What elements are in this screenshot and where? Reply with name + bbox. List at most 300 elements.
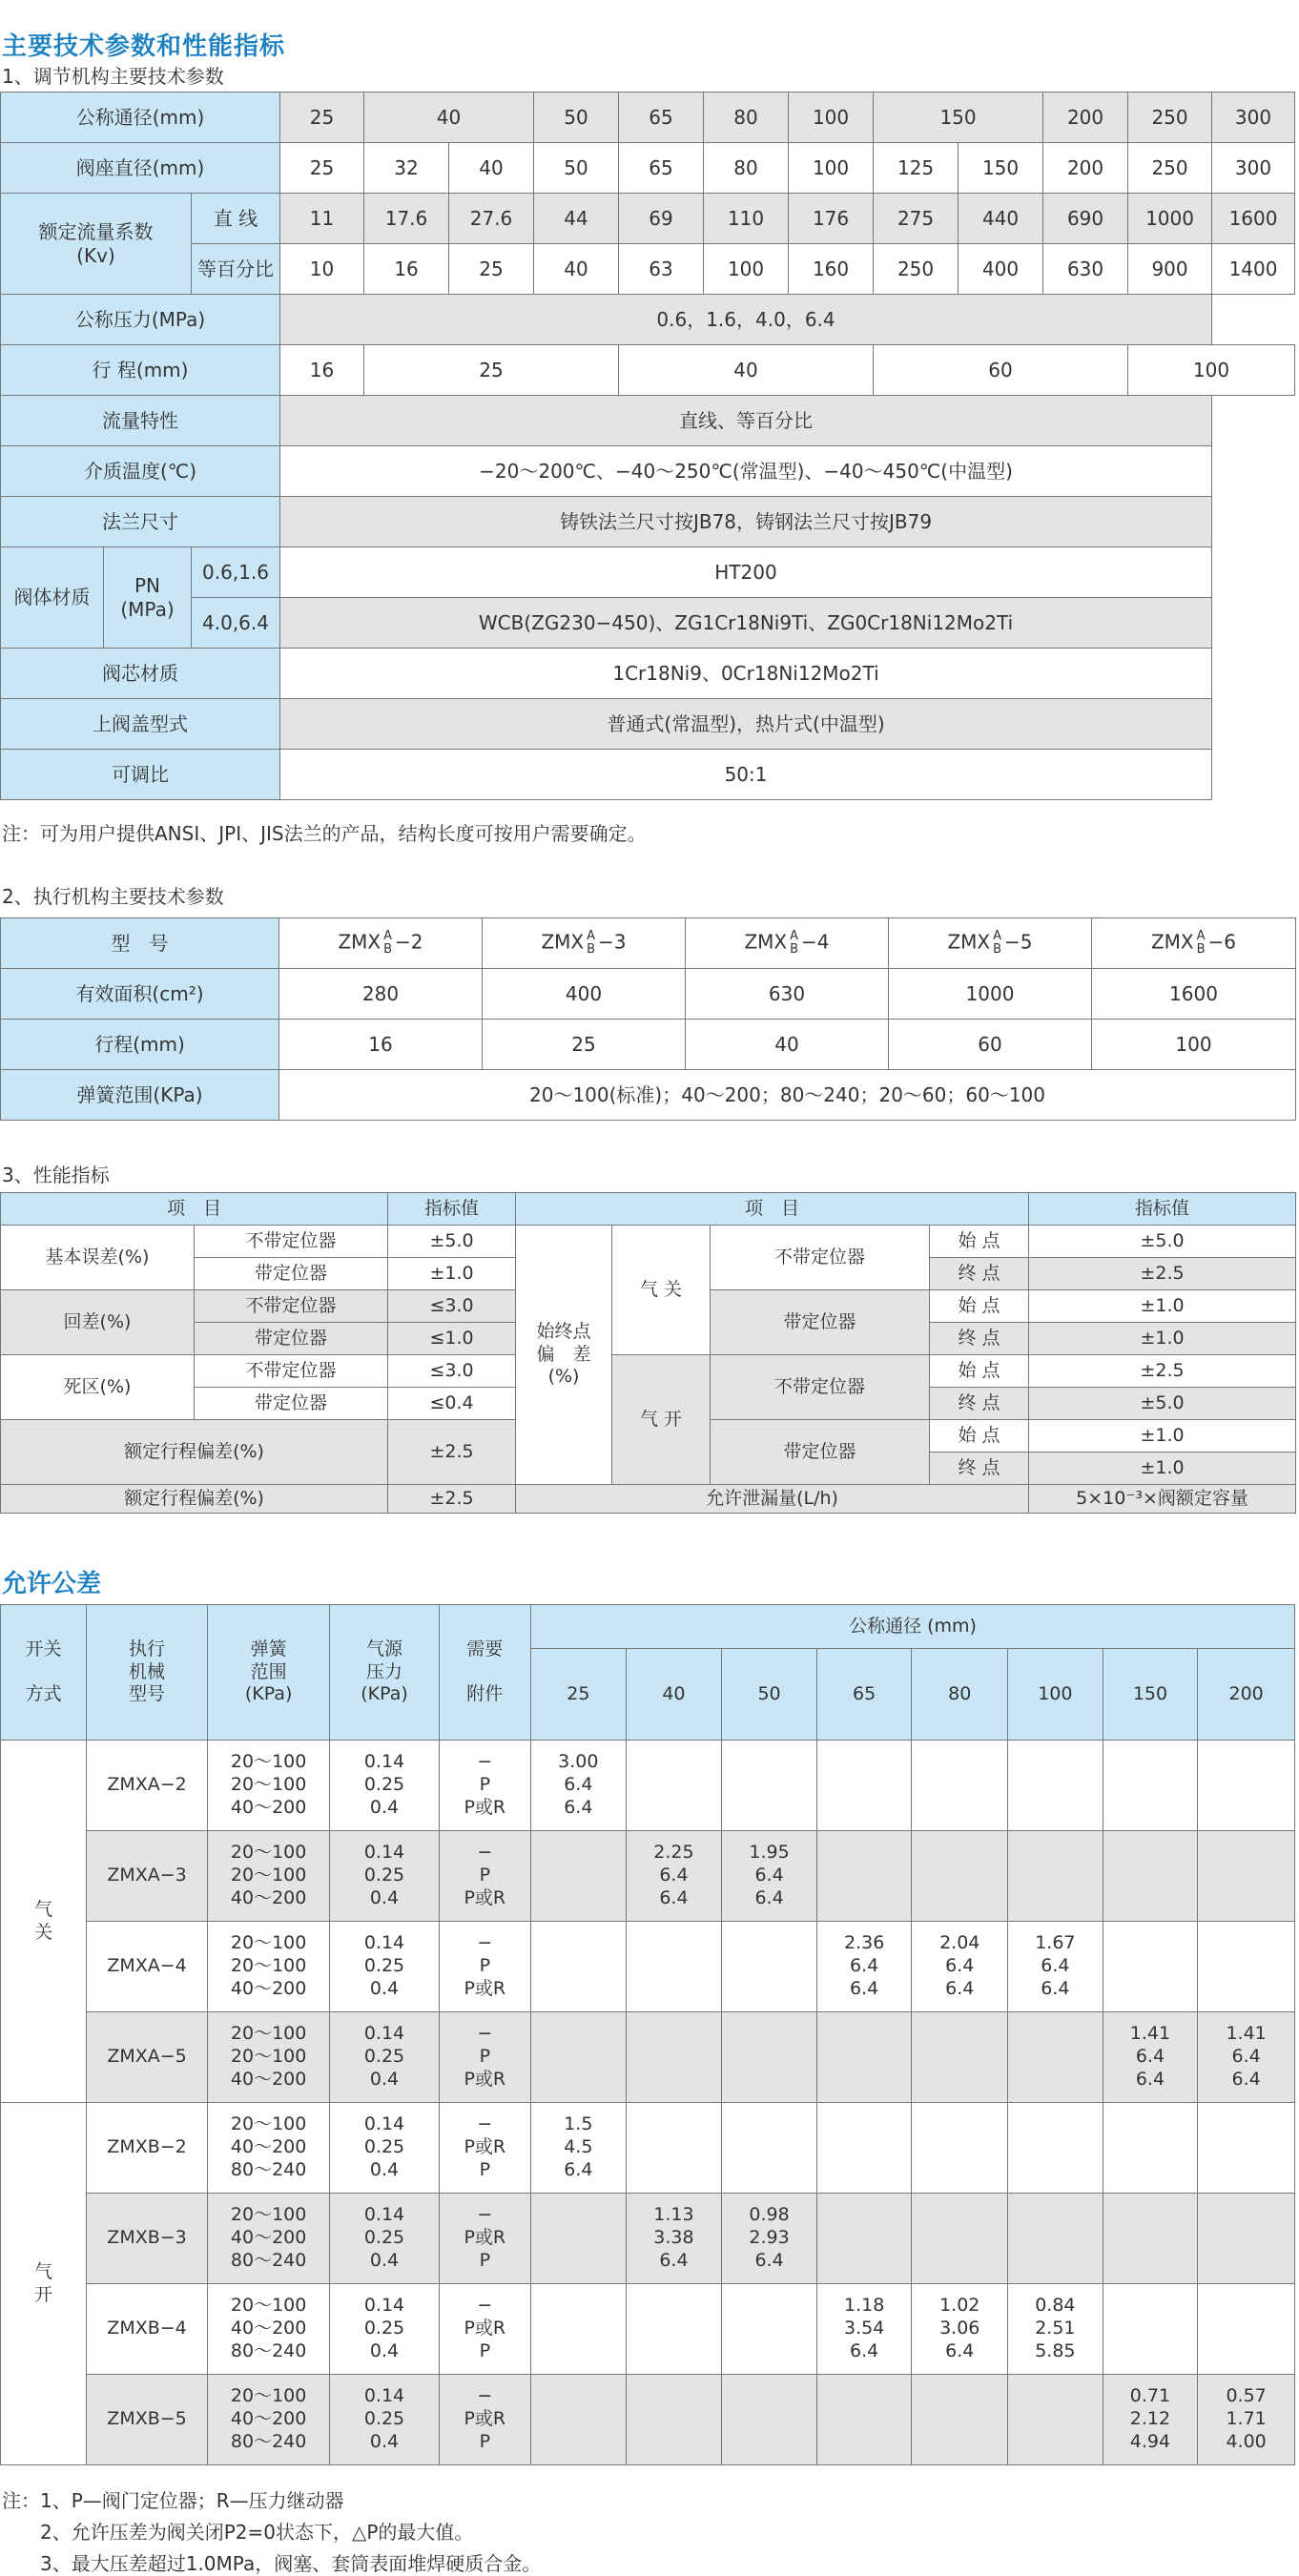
actuator-header: 执行 机械 型号 [87,1605,208,1741]
no-positioner-label: 不带定位器 [711,1226,930,1290]
area-cell: 1000 [889,969,1092,1020]
dn-cell: 200 [1043,93,1128,143]
spring-label: 弹簧范围(KPa) [1,1070,279,1121]
core-label: 阀芯材质 [1,649,280,699]
endpoint-value: ±5.0 [1029,1388,1296,1420]
pressure-diff-cell [531,2284,627,2375]
pressure-diff-cell [1198,2103,1295,2194]
model-sup-b: B [587,942,596,957]
pn-value: 0.6，1.6，4.0，6.4 [280,295,1212,345]
pressure-diff-cell [816,1741,912,1831]
stroke-label: 行 程(mm) [1,345,280,396]
endpoint-value: ±1.0 [1029,1290,1296,1323]
stroke-cell: 100 [1128,345,1295,396]
air-pressure-cell: 0.14 0.25 0.4 [330,2284,439,2375]
seat-label: 阀座直径(mm) [1,143,280,194]
model-suffix: −4 [801,930,830,954]
model-prefix: ZMX [947,930,991,954]
pressure-diff-cell [1198,1831,1295,1922]
spring-range-cell: 20～100 40～200 80～240 [207,2375,330,2465]
air-header: 气源 压力 (KPa) [330,1605,439,1741]
dn-cell: 80 [704,93,789,143]
endpoint-value: ±2.5 [1029,1355,1296,1388]
actuator-model-cell: ZMXB−3 [87,2194,208,2284]
model-suffix: −2 [395,930,423,954]
body-label: 阀体材质 [1,547,104,649]
body-pressure-1: 0.6,1.6 [192,547,280,598]
kv-linear-cell: 69 [619,194,704,244]
model-cell [889,918,1092,969]
body-pressure-2: 4.0,6.4 [192,598,280,649]
pressure-diff-cell [722,2284,817,2375]
kv-eqp-cell: 100 [704,244,789,295]
eqp-label: 等百分比 [192,244,280,295]
flange-label: 法兰尺寸 [1,497,280,547]
kv-eqp-cell: 400 [959,244,1043,295]
pressure-diff-cell [1103,1922,1198,2012]
stroke-cell: 60 [874,345,1128,396]
dn-col: 25 [531,1649,627,1741]
pressure-diff-cell [626,2375,722,2465]
end-label: 终 点 [930,1453,1029,1485]
accessory-cell: − P或R P [439,2284,530,2375]
endpoint-value: ±1.0 [1029,1453,1296,1485]
pressure-diff-cell [1103,1831,1198,1922]
basic-error-with-pos-value: ±1.0 [388,1258,516,1290]
dn-cell: 150 [874,93,1043,143]
pressure-diff-cell [1008,1831,1103,1922]
pressure-diff-cell [912,2103,1008,2194]
bonnet-label: 上阀盖型式 [1,699,280,750]
kv-eqp-cell: 900 [1128,244,1212,295]
pressure-diff-cell [722,2375,817,2465]
tolerance-body [1,1741,1295,2465]
pressure-diff-cell [531,1922,627,2012]
leakage-label: 允许泄漏量(L/h) [516,1485,1029,1514]
tolerance-row [1,2103,1295,2194]
model-sup [993,930,1001,957]
air-open-group-label: 气 开 [1,2103,87,2465]
model-sup [587,930,595,957]
pressure-diff-cell [531,2012,627,2103]
actuator-model-cell: ZMXA−5 [87,2012,208,2103]
pressure-diff-cell: 1.13 3.38 6.4 [626,2194,722,2284]
item-header: 项 目 [1,1193,388,1226]
with-positioner-label: 带定位器 [711,1290,930,1355]
no-positioner-label: 不带定位器 [711,1355,930,1420]
pressure-diff-cell [1008,2375,1103,2465]
with-positioner-label: 带定位器 [195,1388,388,1420]
kv-linear-cell: 275 [874,194,959,244]
seat-cell: 125 [874,143,959,194]
kv-eqp-cell: 250 [874,244,959,295]
actuator-stroke-cell: 25 [483,1020,686,1070]
hysteresis-with-pos-value: ≤1.0 [388,1323,516,1355]
model-sup-b: B [1196,942,1206,957]
kv-eqp-cell: 10 [280,244,364,295]
basic-error-no-pos-value: ±5.0 [388,1226,516,1258]
pn-mpa-label: PN (MPa) [104,547,192,649]
seat-cell: 100 [789,143,874,194]
pressure-diff-cell: 1.41 6.4 6.4 [1103,2012,1198,2103]
flow-label: 流量特性 [1,396,280,446]
tolerance-row [1,1741,1295,1831]
accessory-cell: − P P或R [439,1922,530,2012]
air-pressure-cell: 0.14 0.25 0.4 [330,1741,439,1831]
area-cell: 400 [483,969,686,1020]
pressure-diff-cell: 0.98 2.93 6.4 [722,2194,817,2284]
regulator-params-table [0,92,1295,800]
accessory-cell: − P P或R [439,1831,530,1922]
with-positioner-label: 带定位器 [711,1420,930,1485]
index-header-right: 指标值 [1029,1193,1296,1226]
kv-eqp-cell: 1400 [1212,244,1295,295]
dn-cell: 300 [1212,93,1295,143]
dn-col: 65 [816,1649,912,1741]
air-pressure-cell: 0.14 0.25 0.4 [330,1922,439,2012]
area-cell: 630 [686,969,889,1020]
no-positioner-label: 不带定位器 [195,1355,388,1388]
mode-header: 开关 方式 [1,1605,87,1741]
start-label: 始 点 [930,1226,1029,1258]
model-suffix: −6 [1207,930,1237,954]
stroke-cell: 16 [280,345,364,396]
air-pressure-cell: 0.14 0.25 0.4 [330,1831,439,1922]
end-label: 终 点 [930,1388,1029,1420]
tolerance-row [1,1922,1295,2012]
model-prefix: ZMX [541,930,585,954]
model-prefix: ZMX [1150,930,1194,954]
pressure-diff-cell [1008,2012,1103,2103]
main-title: 主要技术参数和性能指标 [2,32,286,61]
pressure-diff-cell [912,2375,1008,2465]
section2-title: 2、执行机构主要技术参数 [2,885,224,908]
dn-cell: 25 [280,93,364,143]
model-sup-b: B [993,942,1002,957]
model-sup-a: A [993,929,1002,943]
actuator-model-cell: ZMXB−2 [87,2103,208,2194]
pressure-diff-cell [722,2012,817,2103]
model-cell [279,918,483,969]
model-sup-a: A [790,929,799,943]
actuator-model-cell: ZMXA−3 [87,1831,208,1922]
kv-eqp-cell: 160 [789,244,874,295]
dead-band-no-pos-value: ≤3.0 [388,1355,516,1388]
pressure-diff-cell [722,2103,817,2194]
stroke-cell: 40 [619,345,874,396]
spring-range-cell: 20～100 20～100 40～200 [207,2012,330,2103]
dn-col: 200 [1198,1649,1295,1741]
spring-range-cell: 20～100 40～200 80～240 [207,2194,330,2284]
footnote-3: 3、最大压差超过1.0MPa，阀塞、套筒表面堆焊硬质合金。 [2,2552,542,2575]
seat-cell: 50 [534,143,619,194]
performance-table [0,1192,1296,1514]
accessory-cell: − P P或R [439,2012,530,2103]
kv-linear-cell: 11 [280,194,364,244]
start-label: 始 点 [930,1290,1029,1323]
ratio-value: 50:1 [280,750,1212,800]
with-positioner-label: 带定位器 [195,1323,388,1355]
kv-linear-cell: 1600 [1212,194,1295,244]
pressure-diff-cell: 2.36 6.4 6.4 [816,1922,912,2012]
hysteresis-no-pos-value: ≤3.0 [388,1290,516,1323]
seat-cell: 40 [449,143,534,194]
accessory-cell: − P P或R [439,1741,530,1831]
model-sup-a: A [1196,929,1206,943]
start-label: 始 点 [930,1420,1029,1453]
pressure-diff-cell [1198,2194,1295,2284]
linear-label: 直 线 [192,194,280,244]
model-sup [790,930,798,957]
area-cell: 280 [279,969,483,1020]
pressure-diff-cell [1198,1741,1295,1831]
pressure-diff-cell: 1.18 3.54 6.4 [816,2284,912,2375]
pressure-diff-cell [1198,1922,1295,2012]
actuator-model-cell: ZMXA−2 [87,1741,208,1831]
dn-col: 150 [1103,1649,1198,1741]
footnote-2: 2、允许压差为阀关闭P2=0状态下，△P的最大值。 [2,2521,474,2544]
pressure-diff-cell [1008,2194,1103,2284]
pressure-diff-cell [816,1831,912,1922]
spring-header: 弹簧 范围 (KPa) [207,1605,330,1741]
note-1: 注：可为用户提供ANSI、JPI、JIS法兰的产品，结构长度可按用户需要确定。 [2,822,647,845]
pressure-diff-cell [816,2194,912,2284]
dn-label: 公称通径(mm) [1,93,280,143]
footnote-1: 注：1、P—阀门定位器；R—压力继动器 [2,2489,344,2512]
pressure-diff-cell [912,2012,1008,2103]
actuator-stroke-cell: 100 [1092,1020,1296,1070]
end-label: 终 点 [930,1323,1029,1355]
dead-band-label: 死区(%) [1,1355,195,1420]
kv-linear-cell: 1000 [1128,194,1212,244]
pressure-diff-cell: 1.95 6.4 6.4 [722,1831,817,1922]
endpoint-value: ±2.5 [1029,1258,1296,1290]
rated-stroke-label: 额定行程偏差(%) [1,1420,388,1485]
hysteresis-label: 回差(%) [1,1290,195,1355]
model-cell [686,918,889,969]
kv-eqp-cell: 630 [1043,244,1128,295]
seat-cell: 250 [1128,143,1212,194]
actuator-model-cell: ZMXB−5 [87,2375,208,2465]
dn-cell: 50 [534,93,619,143]
with-positioner-label: 带定位器 [195,1258,388,1290]
pressure-diff-cell [1103,2103,1198,2194]
flow-value: 直线、等百分比 [280,396,1212,446]
tolerance-row [1,2375,1295,2465]
air-open-label: 气 开 [612,1355,711,1485]
bonnet-value: 普通式(常温型)，热片式(中温型) [280,699,1212,750]
seat-cell: 150 [959,143,1043,194]
pressure-diff-cell [1103,2284,1198,2375]
endpoint-deviation-label: 始终点 偏 差 (%) [516,1226,612,1485]
pressure-diff-cell [1008,2103,1103,2194]
pressure-diff-cell: 0.71 2.12 4.94 [1103,2375,1198,2465]
pressure-diff-cell [912,1741,1008,1831]
kv-eqp-cell: 16 [364,244,449,295]
body-value-1: HT200 [280,547,1212,598]
dn-cell: 100 [789,93,874,143]
pressure-diff-cell: 0.57 1.71 4.00 [1198,2375,1295,2465]
pressure-diff-cell [626,2284,722,2375]
tolerance-table [0,1604,1295,2465]
tolerance-row [1,2012,1295,2103]
kv-eqp-cell: 40 [534,244,619,295]
actuator-params-table [0,917,1296,1121]
rated-stroke-value-bottom: ±2.5 [388,1485,516,1514]
dn-col: 80 [912,1649,1008,1741]
pressure-diff-cell [531,2194,627,2284]
endpoint-value: ±5.0 [1029,1226,1296,1258]
model-prefix: ZMX [338,930,381,954]
actuator-model-cell: ZMXB−4 [87,2284,208,2375]
index-header: 指标值 [388,1193,516,1226]
tolerance-row [1,1831,1295,1922]
spring-range-cell: 20～100 40～200 80～240 [207,2284,330,2375]
section1-title: 1、调节机构主要技术参数 [2,65,224,88]
kv-linear-cell: 44 [534,194,619,244]
actuator-stroke-cell: 40 [686,1020,889,1070]
seat-cell: 25 [280,143,364,194]
pressure-diff-cell: 1.67 6.4 6.4 [1008,1922,1103,2012]
basic-error-label: 基本误差(%) [1,1226,195,1290]
tolerance-row [1,2194,1295,2284]
kv-eqp-cell: 63 [619,244,704,295]
seat-cell: 80 [704,143,789,194]
area-label: 有效面积(cm²) [1,969,279,1020]
pressure-diff-cell [1008,1741,1103,1831]
model-suffix: −5 [1004,930,1033,954]
accessory-cell: − P或R P [439,2375,530,2465]
spring-range-cell: 20～100 20～100 40～200 [207,1922,330,2012]
kv-linear-cell: 110 [704,194,789,244]
dn-header: 公称通径 (mm) [531,1605,1295,1649]
end-label: 终 点 [930,1258,1029,1290]
rated-stroke-value: ±2.5 [388,1420,516,1485]
accessory-cell: − P或R P [439,2103,530,2194]
spring-range-cell: 20～100 40～200 80～240 [207,2103,330,2194]
flange-value: 铸铁法兰尺寸按JB78，铸钢法兰尺寸按JB79 [280,497,1212,547]
pressure-diff-cell [626,1922,722,2012]
model-sup-a: A [587,929,596,943]
actuator-stroke-label: 行程(mm) [1,1020,279,1070]
pressure-diff-cell [912,2194,1008,2284]
spring-range-cell: 20～100 20～100 40～200 [207,1831,330,1922]
leakage-value: 5×10⁻³×阀额定容量 [1029,1485,1296,1514]
endpoint-value: ±1.0 [1029,1323,1296,1355]
dn-col: 40 [626,1649,722,1741]
stroke-cell: 25 [364,345,619,396]
model-sup-b: B [383,942,393,957]
model-cell [1092,918,1296,969]
temp-label: 介质温度(℃) [1,446,280,497]
kv-linear-cell: 17.6 [364,194,449,244]
pressure-diff-cell [722,1741,817,1831]
pressure-diff-cell: 3.00 6.4 6.4 [531,1741,627,1831]
spring-range-cell: 20～100 20～100 40～200 [207,1741,330,1831]
actuator-stroke-cell: 60 [889,1020,1092,1070]
model-label: 型 号 [1,918,279,969]
pressure-diff-cell [1103,1741,1198,1831]
spring-value: 20～100(标准)；40～200；80～240；20～60；60～100 [279,1070,1296,1121]
kv-linear-cell: 27.6 [449,194,534,244]
pressure-diff-cell: 1.5 4.5 6.4 [531,2103,627,2194]
pressure-diff-cell [816,2375,912,2465]
pressure-diff-cell [722,1922,817,2012]
actuator-model-cell: ZMXA−4 [87,1922,208,2012]
no-positioner-label: 不带定位器 [195,1290,388,1323]
model-sup [1197,930,1206,957]
pressure-diff-cell [626,1741,722,1831]
air-pressure-cell: 0.14 0.25 0.4 [330,2194,439,2284]
tolerance-row [1,2284,1295,2375]
seat-cell: 32 [364,143,449,194]
air-pressure-cell: 0.14 0.25 0.4 [330,2103,439,2194]
dn-cell: 40 [364,93,534,143]
dn-col: 100 [1008,1649,1103,1741]
seat-cell: 200 [1043,143,1128,194]
core-value: 1Cr18Ni9、0Cr18Ni12Mo2Ti [280,649,1212,699]
no-positioner-label: 不带定位器 [195,1226,388,1258]
pn-label: 公称压力(MPa) [1,295,280,345]
dn-cell: 65 [619,93,704,143]
dn-cell: 250 [1128,93,1212,143]
seat-cell: 65 [619,143,704,194]
model-sup-b: B [790,942,799,957]
ratio-label: 可调比 [1,750,280,800]
model-sup-a: A [383,929,393,943]
pressure-diff-cell [816,2012,912,2103]
kv-linear-cell: 176 [789,194,874,244]
area-cell: 1600 [1092,969,1296,1020]
kv-linear-cell: 440 [959,194,1043,244]
accessory-header: 需要 附件 [439,1605,530,1741]
pressure-diff-cell [626,2103,722,2194]
endpoint-value: ±1.0 [1029,1420,1296,1453]
pressure-diff-cell: 2.04 6.4 6.4 [912,1922,1008,2012]
pressure-diff-cell [626,2012,722,2103]
pressure-diff-cell [816,2103,912,2194]
temp-value: −20～200℃、−40～250℃(常温型)、−40～450℃(中温型) [280,446,1212,497]
pressure-diff-cell [912,1831,1008,1922]
model-prefix: ZMX [744,930,788,954]
item-header-right: 项 目 [516,1193,1029,1226]
pressure-diff-cell [1198,2284,1295,2375]
kv-label: 额定流量系数 (Kv) [1,194,192,295]
pressure-diff-cell: 2.25 6.4 6.4 [626,1831,722,1922]
pressure-diff-cell: 0.84 2.51 5.85 [1008,2284,1103,2375]
air-pressure-cell: 0.14 0.25 0.4 [330,2375,439,2465]
kv-eqp-cell: 25 [449,244,534,295]
dead-band-with-pos-value: ≤0.4 [388,1388,516,1420]
pressure-diff-cell [1103,2194,1198,2284]
kv-linear-cell: 690 [1043,194,1128,244]
dn-col: 50 [722,1649,817,1741]
model-suffix: −3 [598,930,627,954]
start-label: 始 点 [930,1355,1029,1388]
model-sup [383,930,392,957]
tolerance-title: 允许公差 [2,1570,102,1598]
air-pressure-cell: 0.14 0.25 0.4 [330,2012,439,2103]
pressure-diff-cell: 1.02 3.06 6.4 [912,2284,1008,2375]
section3-title: 3、性能指标 [2,1164,110,1186]
actuator-stroke-cell: 16 [279,1020,483,1070]
model-cell [483,918,686,969]
pressure-diff-cell [531,1831,627,1922]
body-value-2: WCB(ZG230−450)、ZG1Cr18Ni9Ti、ZG0Cr18Ni12Mo2Ti [280,598,1212,649]
rated-stroke-label-bottom: 额定行程偏差(%) [1,1485,388,1514]
air-close-label: 气 关 [612,1226,711,1355]
seat-cell: 300 [1212,143,1295,194]
